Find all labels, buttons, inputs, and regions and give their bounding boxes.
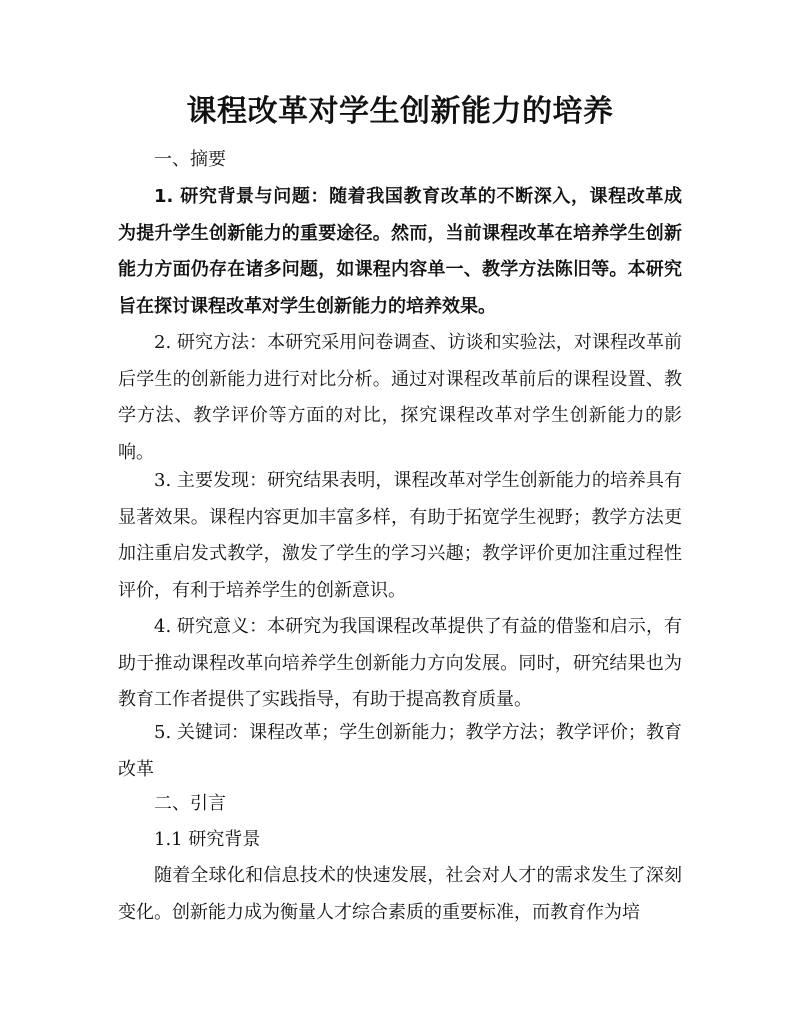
paragraph-main-findings: 3. 主要发现：研究结果表明，课程改革对学生创新能力的培养具有显著效果。课程内容更加丰富多样，有助于拓宽学生视野；教学方法更加注重启发式教学，激发了学生的学习兴趣；教学评价更加注重过程性评价，有利于培养学生的创新意识。 (118, 470, 682, 601)
abstract-heading: 一、摘要 (154, 149, 226, 170)
document-title: 课程改革对学生创新能力的培养 (186, 94, 614, 129)
paragraph-introduction: 随着全球化和信息技术的快速发展，社会对人才的需求发生了深刻变化。创新能力成为衡量人才综合素质的重要标准，而教育作为培 (118, 865, 682, 923)
subsection-heading: 1.1 研究背景 (154, 829, 261, 850)
paragraph-research-method: 2. 研究方法：本研究采用问卷调查、访谈和实验法，对课程改革前后学生的创新能力进行对比分析。通过对课程改革前后的课程设置、教学方法、教学评价等方面的对比，探究课程改革对学生创新能力的影响。 (118, 332, 682, 463)
paragraph-research-background: 1. 研究背景与问题：随着我国教育改革的不断深入，课程改革成为提升学生创新能力的重要途径。然而，当前课程改革在培养学生创新能力方面仍存在诸多问题，如课程内容单一、教学方法陈旧等。本研究旨在探讨课程改革对学生创新能力的培养效果。 (118, 186, 682, 317)
paragraph-keywords: 5. 关键词：课程改革；学生创新能力；教学方法；教学评价；教育改革 (118, 722, 682, 780)
paragraph-research-significance: 4. 研究意义：本研究为我国课程改革提供了有益的借鉴和启示，有助于推动课程改革向培养学生创新能力方向发展。同时，研究结果也为教育工作者提供了实践指导，有助于提高教育质量。 (118, 616, 682, 710)
introduction-heading: 二、引言 (154, 793, 226, 814)
